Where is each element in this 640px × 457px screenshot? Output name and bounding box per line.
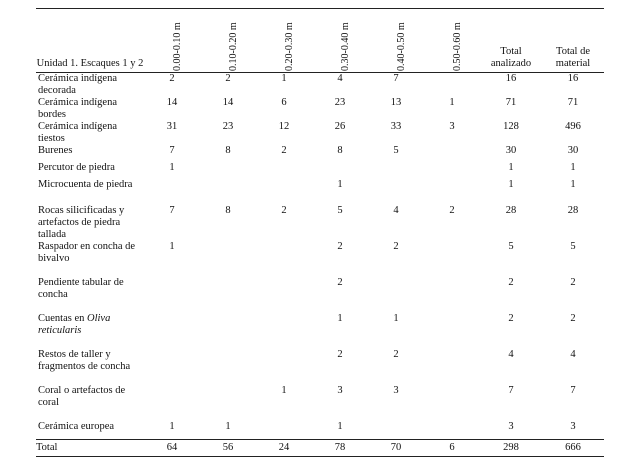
count-cell xyxy=(200,277,256,313)
table-row xyxy=(36,162,604,179)
count-cell: 3 xyxy=(337,385,343,396)
total-analizado-cell: 7 xyxy=(508,385,514,396)
total-analizado-cell: 3 xyxy=(508,421,514,432)
count-cell xyxy=(144,385,200,421)
count-cell: 2 xyxy=(225,73,231,84)
total-analizado-cell: 1 xyxy=(508,162,514,173)
total-row xyxy=(36,440,604,457)
row-label: Raspador en concha de bivalvo xyxy=(38,241,136,264)
count-cell xyxy=(256,179,312,205)
total-analizado-cell: 71 xyxy=(505,97,517,108)
count-cell xyxy=(424,162,480,179)
table-row xyxy=(36,349,604,385)
total-material-cell: 2 xyxy=(570,313,576,324)
table-row xyxy=(36,421,604,440)
count-cell xyxy=(144,179,200,205)
count-cell: 5 xyxy=(393,145,399,156)
count-cell: 2 xyxy=(281,145,287,156)
count-cell: 1 xyxy=(337,313,343,324)
row-label: Coral o artefactos de coral xyxy=(38,385,126,408)
total-count-cell: 6 xyxy=(424,440,480,457)
count-cell: 2 xyxy=(337,277,343,288)
total-analizado-header: Total analizado xyxy=(480,9,542,73)
count-cell xyxy=(424,313,480,349)
count-cell xyxy=(424,349,480,385)
count-cell: 4 xyxy=(337,73,343,84)
count-cell xyxy=(424,241,480,277)
count-cell: 1 xyxy=(449,97,455,108)
count-cell xyxy=(200,241,256,277)
total-material-cell: 30 xyxy=(567,145,579,156)
count-cell xyxy=(200,349,256,385)
row-label: Percutor de piedra xyxy=(38,162,115,173)
total-material-cell: 2 xyxy=(570,277,576,288)
total-count-cell: 56 xyxy=(200,440,256,457)
count-cell: 7 xyxy=(393,73,399,84)
count-cell xyxy=(424,73,480,98)
total-material-cell: 28 xyxy=(567,205,579,216)
count-cell xyxy=(256,241,312,277)
total-analizado-cell: 5 xyxy=(508,241,514,252)
count-cell xyxy=(256,313,312,349)
total-material-cell: 71 xyxy=(567,97,579,108)
row-label: Pendiente tabular de concha xyxy=(38,277,124,300)
count-cell: 1 xyxy=(393,313,399,324)
count-cell: 23 xyxy=(334,97,346,108)
count-cell xyxy=(424,145,480,162)
total-label: Total xyxy=(36,440,144,457)
count-cell xyxy=(256,162,312,179)
row-label-text: Cuentas en xyxy=(38,313,87,324)
total-material-cell: 16 xyxy=(567,73,579,84)
count-cell: 1 xyxy=(169,162,175,173)
count-cell: 1 xyxy=(281,385,287,396)
total-material-cell: 1 xyxy=(570,179,576,190)
count-cell: 33 xyxy=(390,121,402,132)
total-material-cell: 3 xyxy=(570,421,576,432)
total-analizado-cell: 4 xyxy=(508,349,514,360)
count-cell xyxy=(256,421,312,440)
depth-header: 0.50-0.60 m xyxy=(424,9,480,73)
count-cell: 4 xyxy=(393,205,399,216)
total-count-cell: 78 xyxy=(312,440,368,457)
depth-header: 0.00-0.10 m xyxy=(144,9,200,73)
count-cell: 31 xyxy=(166,121,178,132)
total-material-cell: 1 xyxy=(570,162,576,173)
depth-header: 0.30-0.40 m xyxy=(312,9,368,73)
row-label: Cerámica indígena decorada xyxy=(38,73,118,96)
count-cell xyxy=(256,349,312,385)
count-cell xyxy=(200,385,256,421)
count-cell: 7 xyxy=(169,145,175,156)
total-analizado-cell: 1 xyxy=(508,179,514,190)
unit-header: Unidad 1. Escaques 1 y 2 xyxy=(36,9,144,73)
total-analizado-cell: 2 xyxy=(508,313,514,324)
count-cell xyxy=(424,277,480,313)
count-cell: 2 xyxy=(281,205,287,216)
row-label: Cerámica indígena tiestos xyxy=(38,121,118,144)
count-cell: 12 xyxy=(278,121,290,132)
count-cell: 8 xyxy=(225,145,231,156)
count-cell xyxy=(200,313,256,349)
depth-header: 0.40-0.50 m xyxy=(368,9,424,73)
depth-header: 0.10-0.20 m xyxy=(200,9,256,73)
count-cell xyxy=(368,162,424,179)
table-row xyxy=(36,179,604,205)
count-cell: 1 xyxy=(337,421,343,432)
count-cell: 23 xyxy=(222,121,234,132)
grand-total-material: 666 xyxy=(542,440,604,457)
inventory-table xyxy=(36,8,604,457)
count-cell xyxy=(200,162,256,179)
count-cell: 8 xyxy=(337,145,343,156)
count-cell: 5 xyxy=(337,205,343,216)
total-analizado-cell: 30 xyxy=(505,145,517,156)
count-cell xyxy=(368,421,424,440)
count-cell: 13 xyxy=(390,97,402,108)
count-cell: 8 xyxy=(225,205,231,216)
count-cell: 7 xyxy=(169,205,175,216)
count-cell: 1 xyxy=(169,421,175,432)
table-row xyxy=(36,121,604,145)
total-analizado-cell: 128 xyxy=(503,121,519,132)
total-material-header: Total de material xyxy=(542,9,604,73)
count-cell: 2 xyxy=(393,241,399,252)
total-analizado-cell: 16 xyxy=(505,73,517,84)
total-material-cell: 7 xyxy=(570,385,576,396)
count-cell: 26 xyxy=(334,121,346,132)
total-analizado-cell: 2 xyxy=(508,277,514,288)
row-label: Cerámica indígena bordes xyxy=(38,97,118,120)
table-row xyxy=(36,145,604,162)
count-cell: 2 xyxy=(393,349,399,360)
total-count-cell: 64 xyxy=(144,440,200,457)
total-count-cell: 70 xyxy=(368,440,424,457)
count-cell: 14 xyxy=(166,97,178,108)
count-cell: 2 xyxy=(449,205,455,216)
count-cell xyxy=(144,313,200,349)
total-analizado-cell: 28 xyxy=(505,205,517,216)
count-cell xyxy=(144,277,200,313)
table-row xyxy=(36,97,604,121)
row-label-italic: Oliva reticularis xyxy=(38,313,111,336)
grand-total-analizado: 298 xyxy=(480,440,542,457)
count-cell xyxy=(312,162,368,179)
table-row xyxy=(36,277,604,313)
count-cell: 1 xyxy=(169,241,175,252)
count-cell xyxy=(144,349,200,385)
row-label: Rocas silicificadas y artefactos de piedra tallada xyxy=(38,205,125,240)
table-row xyxy=(36,73,604,98)
count-cell xyxy=(424,385,480,421)
count-cell: 1 xyxy=(225,421,231,432)
row-label: Restos de taller y fragmentos de concha xyxy=(38,349,131,372)
row-label: Cerámica europea xyxy=(38,421,115,432)
count-cell xyxy=(200,179,256,205)
total-material-cell: 4 xyxy=(570,349,576,360)
total-material-cell: 5 xyxy=(570,241,576,252)
count-cell: 1 xyxy=(281,73,287,84)
total-count-cell: 24 xyxy=(256,440,312,457)
count-cell: 1 xyxy=(337,179,343,190)
header-row xyxy=(36,9,604,73)
count-cell: 3 xyxy=(393,385,399,396)
row-label xyxy=(36,313,144,349)
total-material-cell: 496 xyxy=(565,121,581,132)
count-cell: 3 xyxy=(449,121,455,132)
table-row xyxy=(36,385,604,421)
count-cell: 14 xyxy=(222,97,234,108)
depth-header: 0.20-0.30 m xyxy=(256,9,312,73)
row-label: Microcuenta de piedra xyxy=(38,179,133,190)
count-cell xyxy=(256,277,312,313)
count-cell: 2 xyxy=(337,241,343,252)
count-cell xyxy=(368,179,424,205)
count-cell: 2 xyxy=(169,73,175,84)
count-cell xyxy=(368,277,424,313)
count-cell xyxy=(424,179,480,205)
count-cell: 6 xyxy=(281,97,287,108)
count-cell xyxy=(424,421,480,440)
table-row xyxy=(36,205,604,241)
row-label: Burenes xyxy=(38,145,73,156)
table-row xyxy=(36,313,604,349)
table-row xyxy=(36,241,604,277)
count-cell: 2 xyxy=(337,349,343,360)
